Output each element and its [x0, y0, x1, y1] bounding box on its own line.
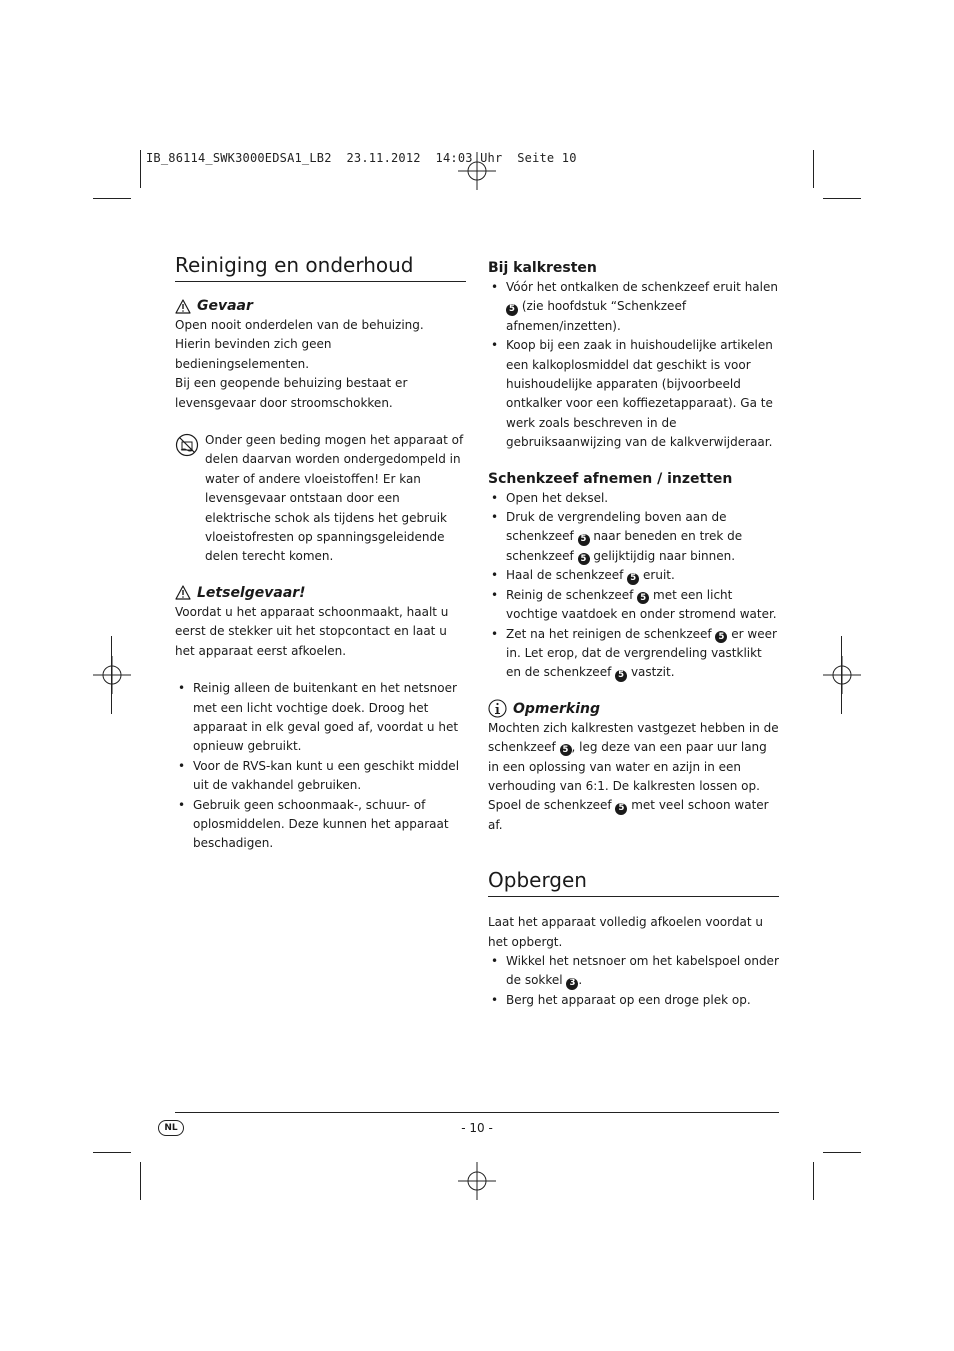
danger-line: Open nooit onderdelen van de behuizing. [175, 318, 424, 332]
danger-heading [175, 296, 466, 316]
list-item: • Gebruik geen schoonmaak-, schuur- of oplosmiddelen. Deze kunnen het apparaat beschadigen. [175, 796, 466, 854]
ref-number-filter: 5 [615, 803, 627, 815]
lime-list [488, 278, 779, 453]
left-column [175, 252, 466, 854]
list-item: • Wikkel het netsnoer om het kabelspoel onder de sokkel 3 . [488, 952, 779, 991]
storage-list [488, 952, 779, 1010]
list-item: • Berg het apparaat op een droge plek op. [488, 991, 779, 1010]
crop-mark [823, 198, 861, 199]
note-title: Opmerking [513, 700, 601, 717]
page-number: - 10 - [461, 1121, 493, 1135]
ref-number-filter: 5 [627, 573, 639, 585]
list-item: • Haal de schenkzeef 5 eruit. [488, 566, 779, 585]
section-title-cleaning: Reiniging en onderhoud [175, 252, 466, 282]
injury-title: Letselgevaar! [197, 584, 306, 601]
crop-mark [823, 1152, 861, 1153]
list-item: • Vóór het ontkalken de schenkzeef eruit halen 5 (zie hoofdstuk “Schenkzeef afnemen/inzetten). [488, 278, 779, 336]
do-not-submerge-icon [175, 433, 199, 457]
crop-mark [813, 150, 814, 188]
warning-triangle-icon [175, 299, 191, 314]
registration-mark-right [823, 656, 861, 694]
crop-mark [140, 1162, 141, 1200]
ref-number-filter: 5 [560, 744, 572, 756]
storage-intro: Laat het apparaat volledig afkoelen voordat u het opbergt. [488, 915, 763, 949]
footer-rule [175, 1112, 779, 1113]
list-item: • Voor de RVS-kan kunt u een geschikt middel uit de vakhandel gebruiken. [175, 757, 466, 796]
ref-number-filter: 5 [615, 670, 627, 682]
ref-number-base: 3 [566, 978, 578, 990]
crop-mark [140, 150, 141, 188]
note-text: Spoel de schenkzeef 5 met veel schoon water af. [488, 798, 769, 832]
registration-mark-top [458, 152, 496, 190]
list-item: • Reinig alleen de buitenkant en het netsnoer met een licht vochtige doek. Droog het apparaat in elk geval goed af, voordat u het opnieuw gebruikt. [175, 679, 466, 757]
danger-line: Hierin bevinden zich geen bedieningselementen. [175, 337, 332, 371]
print-slug: IB_86114_SWK3000EDSA1_LB2 23.11.2012 14:03 Uhr Seite 10 [146, 151, 577, 165]
ref-number-filter: 5 [578, 553, 590, 565]
right-column [488, 252, 779, 1010]
info-icon [488, 699, 507, 718]
note-text: Mochten zich kalkresten vastgezet hebben in de schenkzeef 5 , leg deze van een paar uur lang in een oplossing van water en azijn in een verhouding van 6:1. De kalkresten lossen op. [488, 720, 779, 793]
cleaning-list [175, 679, 466, 854]
crop-mark [93, 1152, 131, 1153]
list-item: • Zet na het reinigen de schenkzeef 5 er weer in. Let erop, dat de vergrendeling vastklikt en de schenkzeef 5 vastzit. [488, 625, 779, 683]
registration-mark-left [93, 656, 131, 694]
crop-mark [93, 198, 131, 199]
ref-number-filter: 5 [506, 304, 518, 316]
filter-heading: Schenkzeef afnemen / inzetten [488, 470, 733, 487]
crop-mark [111, 636, 112, 714]
note-heading [488, 699, 779, 719]
injury-text: Voordat u het apparaat schoonmaakt, haalt u eerst de stekker uit het stopcontact en laat u het apparaat eerst afkoelen. [175, 604, 449, 658]
language-badge: NL [158, 1120, 184, 1136]
ref-number-filter: 5 [637, 592, 649, 604]
no-submerge-text: Onder geen beding mogen het apparaat of delen daarvan worden ondergedompeld in water of andere vloeistoffen! Er kan levensgevaar ontstaan door een elektrische schok als tijdens het gebruik vloeistofresten op spanningsgeleidende delen terecht komen. [205, 433, 464, 564]
no-submerge-warning [175, 431, 466, 567]
crop-mark [841, 636, 842, 714]
danger-line: Bij een geopende behuizing bestaat er levensgevaar door stroomschokken. [175, 376, 408, 410]
ref-number-filter: 5 [715, 631, 727, 643]
filter-list [488, 489, 779, 683]
list-item: • Koop bij een zaak in huishoudelijke artikelen een kalkoplosmiddel dat geschikt is voor huishoudelijke apparaten (bijvoorbeeld ontkalker voor een koffiezetapparaat). Ga te werk zoals beschreven in de gebruiksaanwijzing van de kalkverwijderaar. [488, 336, 779, 452]
crop-mark [813, 1162, 814, 1200]
registration-mark-bottom [458, 1162, 496, 1200]
list-item: • Druk de vergrendeling boven aan de schenkzeef 5 naar beneden en trek de schenkzeef 5 gelijktijdig naar binnen. [488, 508, 779, 566]
danger-title: Gevaar [197, 298, 253, 314]
lime-heading: Bij kalkresten [488, 260, 597, 276]
section-title-storage: Opbergen [488, 867, 779, 897]
injury-heading [175, 583, 466, 603]
list-item: • Open het deksel. [488, 489, 779, 508]
ref-number-filter: 5 [578, 534, 590, 546]
list-item: • Reinig de schenkzeef 5 met een licht vochtige vaatdoek en onder stromend water. [488, 586, 779, 625]
warning-triangle-icon [175, 585, 191, 600]
